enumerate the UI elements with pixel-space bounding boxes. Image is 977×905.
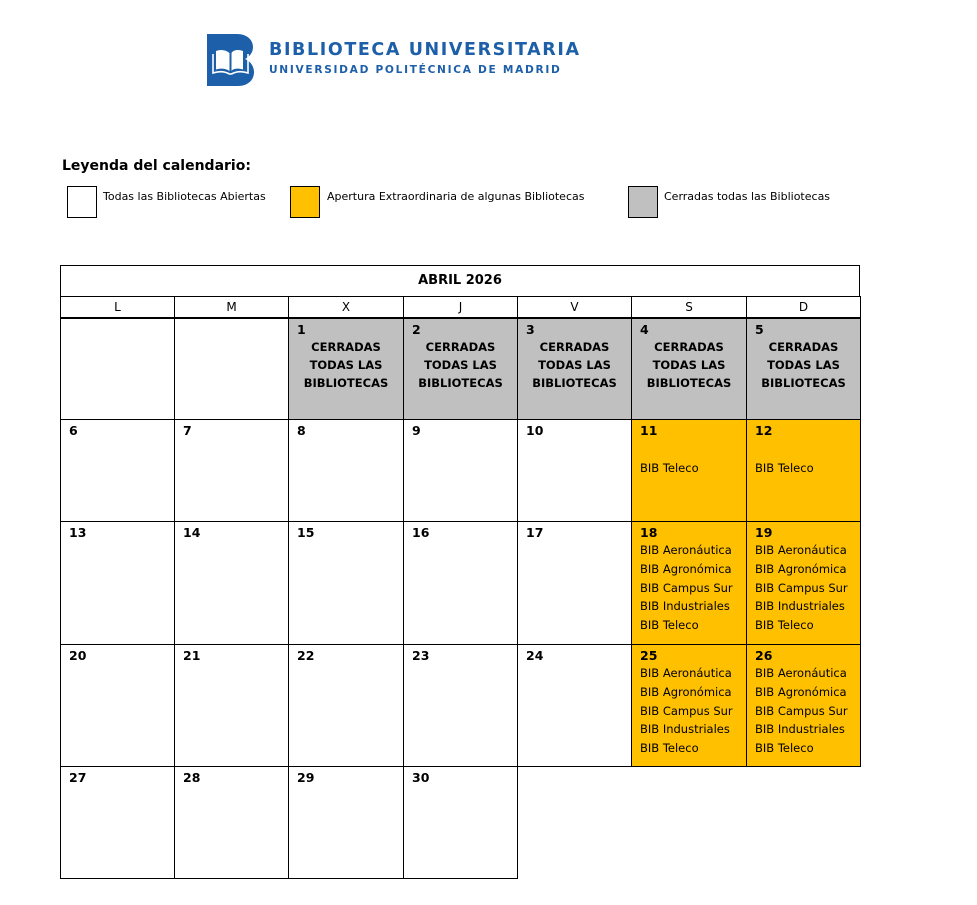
legend-label-extra: Apertura Extraordinaria de algunas Bibliotecas xyxy=(327,190,585,203)
legend-title: Leyenda del calendario: xyxy=(62,158,251,174)
day-number: 18 xyxy=(640,525,658,540)
calendar-empty-cell xyxy=(174,318,289,420)
calendar-day-19 xyxy=(746,521,861,645)
calendar-day-2 xyxy=(403,318,518,420)
day-number: 20 xyxy=(69,648,87,663)
calendar-day-18 xyxy=(631,521,747,645)
calendar-day-16 xyxy=(403,521,518,645)
weekday-header: X xyxy=(288,296,404,318)
weekday-header: V xyxy=(517,296,632,318)
day-number: 15 xyxy=(297,525,315,540)
day-number: 1 xyxy=(297,322,306,337)
calendar-empty-cell xyxy=(60,318,175,420)
weekday-header: L xyxy=(60,296,175,318)
open-library-entry: BIB Campus Sur xyxy=(755,703,848,718)
calendar-day-23 xyxy=(403,644,518,767)
open-library-entry: BIB Agronómica xyxy=(640,684,732,699)
calendar-title: ABRIL 2026 xyxy=(60,265,860,297)
calendar-day-13 xyxy=(60,521,175,645)
legend-label-open: Todas las Bibliotecas Abiertas xyxy=(103,190,266,203)
open-library-entry: BIB Aeronáutica xyxy=(755,666,847,680)
calendar-day-3 xyxy=(517,318,632,420)
closed-notice: CERRADAS TODAS LAS BIBLIOTECAS xyxy=(532,340,617,390)
day-number: 23 xyxy=(412,648,430,663)
calendar-day-15 xyxy=(288,521,404,645)
day-number: 5 xyxy=(755,322,764,337)
day-number: 19 xyxy=(755,525,773,540)
open-library-entry: BIB Aeronáutica xyxy=(755,543,847,557)
day-number: 4 xyxy=(640,322,649,337)
open-library-entry: BIB Teleco xyxy=(755,461,814,475)
calendar-day-12 xyxy=(746,419,861,522)
open-library-entry: BIB Teleco xyxy=(755,741,814,756)
calendar-day-6 xyxy=(60,419,175,522)
open-library-entry: BIB Aeronáutica xyxy=(640,543,732,557)
calendar-day-21 xyxy=(174,644,289,767)
open-library-entry: BIB Aeronáutica xyxy=(640,666,732,680)
weekday-header: D xyxy=(746,296,861,318)
day-number: 25 xyxy=(640,648,658,663)
calendar-day-8 xyxy=(288,419,404,522)
closed-notice: CERRADAS TODAS LAS BIBLIOTECAS xyxy=(761,340,846,390)
day-number: 21 xyxy=(183,648,201,663)
calendar-day-17 xyxy=(517,521,632,645)
weekday-header: M xyxy=(174,296,289,318)
open-library-entry: BIB Teleco xyxy=(640,741,699,756)
day-number: 10 xyxy=(526,423,544,438)
calendar-day-24 xyxy=(517,644,632,767)
calendar-day-7 xyxy=(174,419,289,522)
day-number: 2 xyxy=(412,322,421,337)
library-logo xyxy=(207,34,587,88)
open-library-entry: BIB Agronómica xyxy=(640,561,732,576)
day-number: 13 xyxy=(69,525,87,540)
day-number: 22 xyxy=(297,648,315,663)
calendar-day-25 xyxy=(631,644,747,767)
open-library-entry: BIB Campus Sur xyxy=(640,580,733,595)
calendar-day-4 xyxy=(631,318,747,420)
day-number: 8 xyxy=(297,423,306,438)
day-number: 16 xyxy=(412,525,430,540)
open-library-entry: BIB Industriales xyxy=(640,599,730,614)
day-number: 17 xyxy=(526,525,544,540)
day-number: 3 xyxy=(526,322,535,337)
calendar-day-29 xyxy=(288,766,404,879)
day-number: 9 xyxy=(412,423,421,438)
day-number: 12 xyxy=(755,423,773,438)
closed-notice: CERRADAS TODAS LAS BIBLIOTECAS xyxy=(303,340,389,390)
open-library-entry: BIB Campus Sur xyxy=(640,703,733,718)
calendar-day-27 xyxy=(60,766,175,879)
calendar-day-22 xyxy=(288,644,404,767)
day-number: 29 xyxy=(297,770,315,785)
open-library-entry: BIB Industriales xyxy=(755,722,845,737)
weekday-header: S xyxy=(631,296,747,318)
calendar-day-30 xyxy=(403,766,518,879)
open-library-entry: BIB Industriales xyxy=(640,722,730,737)
calendar-day-28 xyxy=(174,766,289,879)
legend-swatch-open xyxy=(67,186,97,218)
calendar-day-5 xyxy=(746,318,861,420)
closed-notice: CERRADAS TODAS LAS BIBLIOTECAS xyxy=(646,340,732,390)
logo-title: BIBLIOTECA UNIVERSITARIA xyxy=(269,40,581,60)
calendar-day-20 xyxy=(60,644,175,767)
open-library-entry: BIB Industriales xyxy=(755,599,845,614)
book-icon xyxy=(207,34,254,86)
legend-label-closed: Cerradas todas las Bibliotecas xyxy=(664,190,831,203)
open-library-entry: BIB Campus Sur xyxy=(755,580,848,595)
day-number: 24 xyxy=(526,648,544,663)
day-number: 6 xyxy=(69,423,78,438)
calendar-day-1 xyxy=(288,318,404,420)
open-library-entry: BIB Teleco xyxy=(640,461,699,475)
day-number: 28 xyxy=(183,770,201,785)
day-number: 27 xyxy=(69,770,87,785)
day-number: 14 xyxy=(183,525,201,540)
calendar-day-11 xyxy=(631,419,747,522)
weekday-header: J xyxy=(403,296,518,318)
open-library-entry: BIB Teleco xyxy=(640,618,699,633)
open-library-entry: BIB Agronómica xyxy=(755,561,847,576)
open-library-entry: BIB Agronómica xyxy=(755,684,847,699)
legend-swatch-closed xyxy=(628,186,658,218)
closed-notice: CERRADAS TODAS LAS BIBLIOTECAS xyxy=(418,340,503,390)
calendar-day-10 xyxy=(517,419,632,522)
day-number: 30 xyxy=(412,770,430,785)
logo-subtitle: UNIVERSIDAD POLITÉCNICA DE MADRID xyxy=(269,64,562,76)
day-number: 11 xyxy=(640,423,658,438)
calendar-day-26 xyxy=(746,644,861,767)
calendar-day-9 xyxy=(403,419,518,522)
day-number: 7 xyxy=(183,423,192,438)
legend-swatch-extra xyxy=(290,186,320,218)
open-library-entry: BIB Teleco xyxy=(755,618,814,633)
day-number: 26 xyxy=(755,648,773,663)
calendar-day-14 xyxy=(174,521,289,645)
